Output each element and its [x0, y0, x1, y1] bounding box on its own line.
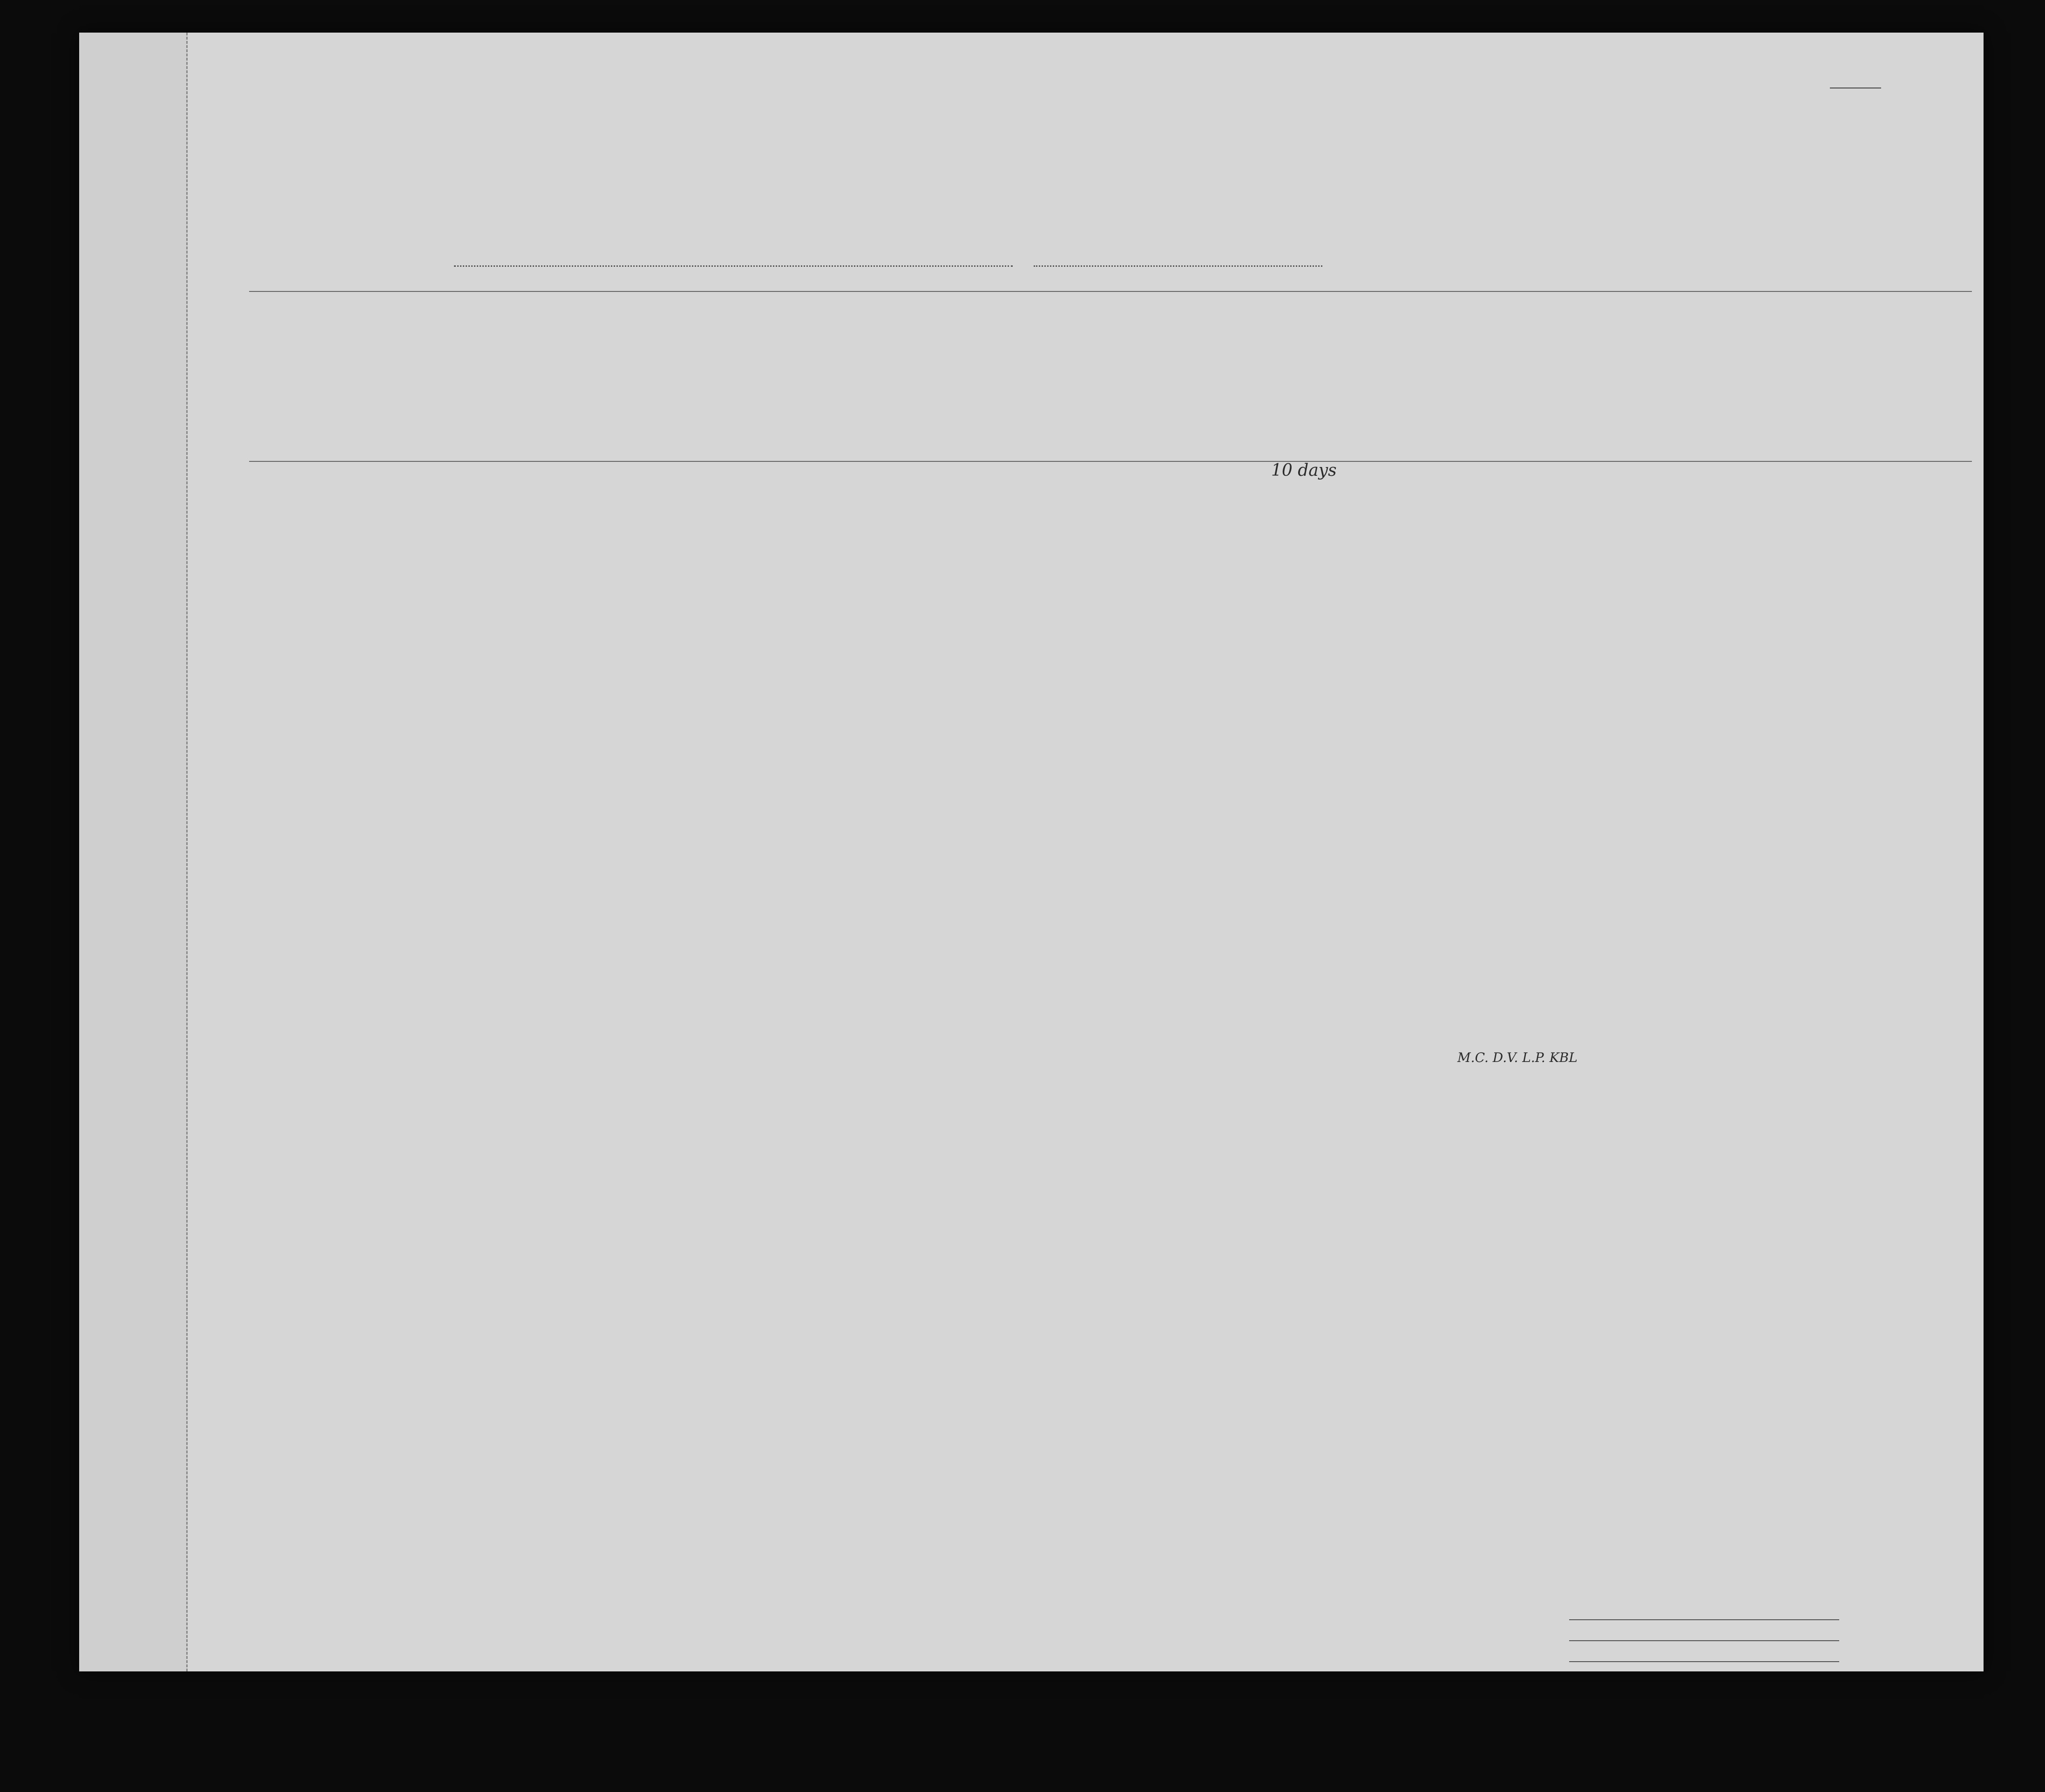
agents-value: [1569, 1661, 1839, 1662]
handwritten-annotation: 10 days: [1271, 461, 1337, 480]
line-value: [1569, 1619, 1839, 1620]
header-rule: [249, 291, 1972, 292]
date-line: [1034, 265, 1322, 267]
header-bottom-rule: [249, 461, 1972, 462]
port-line: [454, 265, 1013, 267]
owners-value: [1569, 1640, 1839, 1641]
manifest-page: [79, 33, 1984, 1671]
handwritten-annotation: M.C. D.V. L.P. KBL: [1457, 1050, 1578, 1065]
left-fold-strip: [79, 33, 188, 1671]
